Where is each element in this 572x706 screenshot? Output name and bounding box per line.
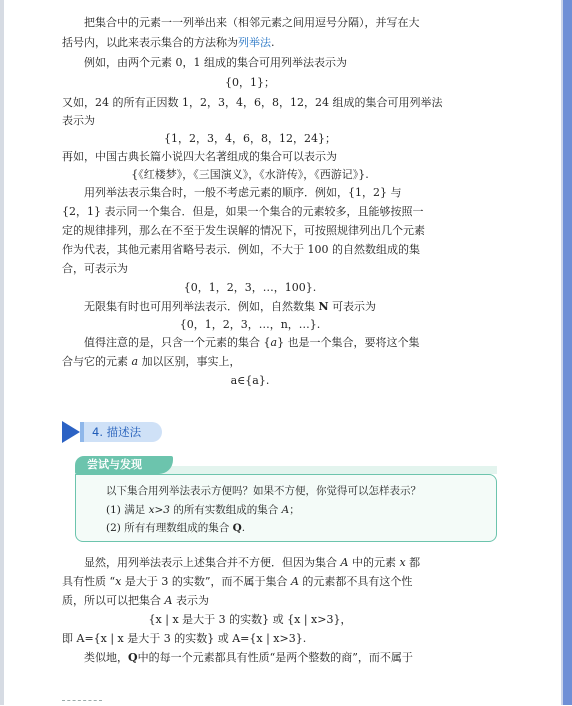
variable: A xyxy=(340,556,349,569)
formula: {0，1，2，3，…，n，…}. xyxy=(179,318,321,331)
variable: a xyxy=(131,355,139,368)
paragraph-line: 又如，24 的所有正因数 1，2，3，4，6，8，12，24 组成的集合可用列举法 xyxy=(62,96,443,109)
formula: {1，2，3，4，6，8，12，24}； xyxy=(164,132,336,145)
text-run: } 也是一个集合，要将这个集 xyxy=(277,336,420,349)
paragraph-line: 作为代表，其他元素用省略号表示．例如，不大于 100 的自然数组成的集 xyxy=(62,243,420,256)
section-title: 4. 描述法 xyxy=(80,422,162,442)
formula: a∈{a}. xyxy=(230,374,270,387)
variable: x xyxy=(115,575,122,588)
set-symbol: Q xyxy=(128,651,138,664)
paragraph-line xyxy=(84,336,420,350)
paragraph-line: 定的规律排列，那么在不至于发生误解的情况下，可按照规律列出几个元素 xyxy=(62,224,425,237)
text-run: 是大于 3 的实数”，而不属于集合 xyxy=(121,575,288,588)
paragraph-line xyxy=(84,300,376,314)
text-run: 表示为 xyxy=(175,594,209,607)
set-symbol: N xyxy=(318,300,329,313)
text-run: 具有性质 “ xyxy=(62,575,116,588)
paragraph-line: 把集合中的元素一一列举出来（相邻元素之间用逗号分隔），并写在大 xyxy=(84,16,420,29)
text-run: 可表示为 xyxy=(332,300,377,313)
variable: A xyxy=(290,575,299,588)
text-run: 中的元素 xyxy=(351,556,396,569)
try-box-question: 以下集合用列举法表示方便吗？如果不方便，你觉得可以怎样表示？ xyxy=(106,485,421,497)
paragraph-line: 例如，由两个元素 0，1 组成的集合可用列举法表示为 xyxy=(84,56,347,69)
text-run: 的所有实数组成的集合 xyxy=(173,504,279,516)
text-run: . xyxy=(271,36,275,49)
page-bottom-mark xyxy=(62,700,102,706)
variable: x xyxy=(399,556,406,569)
paragraph-line xyxy=(84,651,413,665)
paragraph-line: 再如，中国古典长篇小说四大名著组成的集合可以表示为 xyxy=(62,150,337,163)
formula: {x | x 是大于 3 的实数} 或 {x | x>3}， xyxy=(148,613,352,626)
term-highlight: 列举法 xyxy=(238,36,271,49)
formula: {0，1，2，3，…，100}. xyxy=(183,281,317,294)
paragraph-line xyxy=(62,594,209,608)
try-and-discover-box xyxy=(75,474,497,542)
variable: x>3 xyxy=(148,504,170,516)
text-run: (1) 满足 xyxy=(106,504,146,516)
paragraph-line xyxy=(62,36,275,50)
formula: {《红楼梦》，《三国演义》，《水浒传》，《西游记》}. xyxy=(131,168,369,181)
text-run: 合与它的元素 xyxy=(62,355,128,368)
paragraph-line: 即 A={x | x 是大于 3 的实数} 或 A={x | x>3}. xyxy=(62,632,307,645)
paragraph-line xyxy=(62,355,241,369)
text-run: (2) 所有有理数组成的集合 xyxy=(106,522,230,534)
variable: A xyxy=(164,594,173,607)
paragraph-line: 表示为 xyxy=(62,114,95,127)
variable: a xyxy=(270,336,278,349)
paragraph-line: {2，1} 表示同一个集合．但是，如果一个集合的元素较多，且能够按照一 xyxy=(62,205,424,218)
text-run: 无限集有时也可用列举法表示．例如，自然数集 xyxy=(84,300,315,313)
text-run: 括号内，以此来表示集合的方法称为 xyxy=(62,36,238,49)
paragraph-line xyxy=(84,556,420,570)
text-run: 质，所以可以把集合 xyxy=(62,594,161,607)
page-right-edge xyxy=(563,0,572,705)
formula: {0，1}； xyxy=(225,76,275,89)
text-run: 都 xyxy=(409,556,421,569)
try-box-item xyxy=(106,503,300,517)
text-run: ； xyxy=(289,504,300,516)
text-run: 加以区别，事实上， xyxy=(141,355,241,368)
text-run: 的元素都不具有这个性 xyxy=(302,575,413,588)
try-box-item xyxy=(106,521,245,535)
section-arrow-icon xyxy=(62,421,80,443)
paragraph-line: 用列举法表示集合时，一般不考虑元素的顺序．例如，{1，2} 与 xyxy=(84,186,402,199)
paragraph-line xyxy=(62,575,412,589)
text-run: 类似地， xyxy=(84,651,128,664)
text-run: 显然，用列举法表示上述集合并不方便．但因为集合 xyxy=(84,556,337,569)
set-symbol: Q xyxy=(232,522,242,534)
try-box-tag: 尝试与发现 xyxy=(75,456,173,474)
text-run: 值得注意的是，只含一个元素的集合 { xyxy=(84,336,271,349)
paragraph-line: 合，可表示为 xyxy=(62,262,128,275)
text-run: 中的每一个元素都具有性质“是两个整数的商”，而不属于 xyxy=(137,651,413,664)
text-run: . xyxy=(241,522,246,534)
variable: A xyxy=(281,504,290,516)
